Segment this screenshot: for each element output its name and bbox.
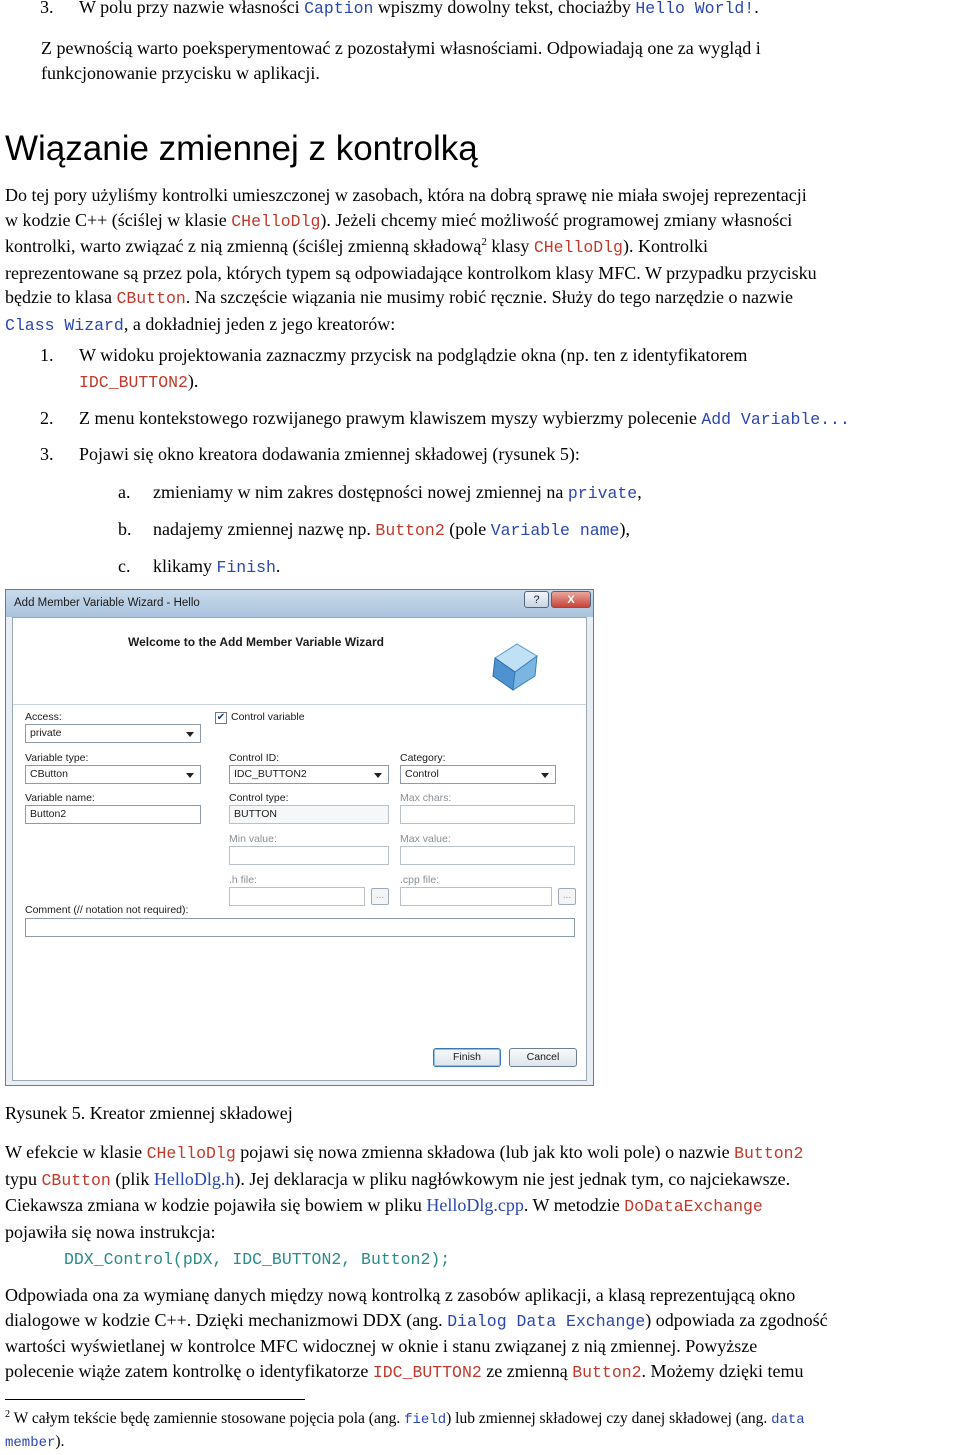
min-value-label: Min value: [229, 833, 277, 845]
window-title: Add Member Variable Wizard - Hello [14, 597, 200, 609]
figure-caption: Rysunek 5. Kreator zmiennej składowej [5, 1103, 293, 1123]
text-line: kontrolki, warto związać z nią zmienną (ściślej zmienną składową$^2$ klasy CHelloDlg). Kontrolki [5, 236, 708, 257]
variable-name-label: Variable name: [25, 792, 95, 804]
list-text: W polu przy nazwie własności Caption wpiszmy dowolny tekst, chociażby Hello World!. [79, 0, 759, 18]
step-text: IDC_BUTTON2). [79, 371, 199, 392]
class-name: CButton [116, 289, 186, 308]
control-type-label: Control type: [229, 792, 289, 804]
substep-text: klikamy Finish. [153, 556, 281, 577]
variable-name: Button2 [572, 1362, 642, 1382]
text-line: funkcjonowanie przycisku w aplikacji. [41, 62, 320, 83]
help-button[interactable]: ? [524, 591, 549, 608]
add-member-variable-wizard [5, 589, 594, 1086]
paragraph-ddx [5, 1283, 955, 1385]
term: data [771, 1412, 805, 1428]
paragraph-binding-intro [5, 183, 955, 338]
comment-input[interactable] [25, 918, 575, 937]
list-number: 3. [40, 0, 54, 17]
control-id: IDC_BUTTON2 [79, 373, 188, 392]
cpp-file-browse-button: ... [558, 888, 576, 905]
step-number: 1. [40, 345, 54, 365]
keyword: private [567, 484, 638, 503]
text-line: typu CButton (plik HelloDlg.h). Jej deklaracja w pliku nagłówkowym nie jest jednak tym, co najciekawsze. [5, 1168, 791, 1190]
property-name: Caption [304, 0, 374, 18]
substep-letter: a. [118, 482, 131, 502]
wizard-banner [13, 618, 586, 705]
footnote-ref[interactable]: 2 [481, 236, 487, 248]
wizard-body [12, 617, 587, 1081]
sample-text: Hello World! [635, 0, 755, 18]
footnote-line: $^2$ W całym tekście będę zamiennie stosowane pojęcia pola (ang. field) lub zmiennej składowej czy danej składowej (ang. data [5, 1408, 805, 1428]
access-label: Access: [25, 711, 62, 723]
file-name: HelloDlg.cpp [426, 1195, 524, 1215]
substep-letter: b. [118, 519, 132, 539]
category-combo[interactable]: Control [400, 765, 556, 784]
footnote [5, 1408, 960, 1454]
text-line: Odpowiada ona za wymianę danych między nową kontrolką z zasobów aplikacji, a klasą reprezentującą okno [5, 1285, 796, 1305]
variable-type-label: Variable type: [25, 752, 89, 764]
text-line: reprezentowane są przez pola, których typem są odpowiadające kontrolkom klasy MFC. W przypadku przycisku [5, 262, 817, 283]
footnote-line: member). [5, 1433, 65, 1451]
category-label: Category: [400, 752, 446, 764]
finish-button[interactable]: Finish [433, 1048, 501, 1067]
class-name: CButton [41, 1170, 111, 1190]
h-file-browse-button: ... [371, 888, 389, 905]
text-line: wartości wyświetlanej w kontrolce MFC widocznej w oknie i stanu związanej z nią zmiennej. Powyższe [5, 1336, 758, 1356]
intro-paragraph [41, 36, 956, 85]
variable-name: Button2 [734, 1144, 804, 1163]
tool-name: Class Wizard [5, 315, 124, 335]
class-name: CHelloDlg [533, 238, 623, 257]
step-3 [40, 442, 950, 467]
access-combo[interactable]: private [25, 724, 201, 743]
control-id: IDC_BUTTON2 [372, 1362, 482, 1382]
substep-letter: c. [118, 556, 131, 576]
cancel-button[interactable]: Cancel [509, 1048, 577, 1067]
step-number: 3. [40, 444, 54, 464]
control-type-field: BUTTON [229, 805, 389, 824]
substep-a [118, 480, 938, 505]
step-text: W widoku projektowania zaznaczmy przycisk na podglądzie okna (np. ten z identyfikatorem [79, 345, 748, 365]
comment-label: Comment (// notation not required): [25, 904, 189, 916]
control-variable-label: Control variable [231, 711, 305, 723]
text-line: polecenie wiąże zatem kontrolkę o identyfikatorze IDC_BUTTON2 ze zmienną Button2. Możemy dzięki temu [5, 1360, 804, 1382]
text-line: dialogowe w kodzie C++. Dzięki mechanizmowi DDX (ang. Dialog Data Exchange) odpowiada za zgodność [5, 1309, 828, 1331]
class-name: CHelloDlg [231, 211, 321, 231]
text-line: będzie to klasa CButton. Na szczęście wiązania nie musimy robić ręcznie. Służy do tego narzędzie o nazwie [5, 287, 794, 308]
text-line: Class Wizard, a dokładniej jeden z jego kreatorów: [5, 313, 396, 335]
term: member [5, 1435, 56, 1451]
variable-name-input[interactable]: Button2 [25, 805, 201, 824]
cpp-file-input [400, 887, 552, 906]
file-name: HelloDlg.h [153, 1168, 235, 1189]
cpp-file-label: .cpp file: [400, 874, 440, 886]
text-line: pojawiła się nowa instrukcja: [5, 1221, 216, 1242]
intro-list-item [40, 0, 950, 20]
field-name: Variable name [490, 521, 620, 540]
text-line: W efekcie w klasie CHelloDlg pojawi się nowa zmienna składowa (lub jak kto woli pole) o nazwie Button2 [5, 1142, 804, 1163]
window-titlebar[interactable] [6, 590, 593, 617]
class-name: CHelloDlg [146, 1144, 236, 1163]
control-variable-checkbox[interactable]: ✔ [216, 712, 226, 723]
max-chars-input [400, 805, 575, 824]
close-button[interactable]: X [551, 591, 591, 608]
text-line: Z pewnością warto poeksperymentować z pozostałymi własnościami. Odpowiadają one za wygląd i [41, 38, 761, 58]
variable-type-combo[interactable]: CButton [25, 765, 201, 784]
paragraph-effect [5, 1140, 955, 1244]
control-id-label: Control ID: [229, 752, 280, 764]
h-file-label: .h file: [229, 874, 258, 886]
max-chars-label: Max chars: [400, 792, 452, 804]
step-text: Pojawi się okno kreatora dodawania zmiennej składowej (rysunek 5): [79, 444, 580, 464]
substep-text: nadajemy zmiennej nazwę np. Button2 (pole Variable name), [153, 519, 630, 540]
command-name: Add Variable... [701, 410, 850, 429]
substep-text: zmieniamy w nim zakres dostępności nowej zmiennej na private, [153, 482, 642, 503]
wizard-cube-icon [487, 636, 543, 692]
substep-c [118, 554, 938, 579]
code-snippet: DDX_Control(pDX, IDC_BUTTON2, Button2); [64, 1250, 451, 1269]
step-text: Z menu kontekstowego rozwijanego prawym klawiszem myszy wybierzmy polecenie Add Variable... [79, 408, 850, 429]
button-name: Finish [216, 558, 276, 577]
min-value-input [229, 846, 389, 865]
step-number: 2. [40, 408, 54, 428]
text-line: Do tej pory użyliśmy kontrolki umieszczonej w zasobach, która na dobrą sprawę nie miała swojej reprezentacji [5, 185, 807, 205]
term: Dialog Data Exchange [447, 1311, 646, 1331]
section-heading: Wiązanie zmiennej z kontrolką [5, 129, 478, 168]
max-value-input [400, 846, 575, 865]
method-name: DoDataExchange [624, 1197, 763, 1216]
step-1 [40, 343, 950, 393]
footnote-number: 2 [5, 1408, 10, 1420]
text-line: Ciekawsza zmiana w kodzie pojawiła się bowiem w pliku HelloDlg.cpp. W metodzie DoDataExchange [5, 1195, 763, 1216]
control-id-combo[interactable]: IDC_BUTTON2 [229, 765, 389, 784]
footnote-separator [5, 1399, 305, 1400]
text-line: w kodzie C++ (ściślej w klasie CHelloDlg). Jeżeli chcemy mieć możliwość programowej zmiany własności [5, 209, 793, 231]
step-2 [40, 406, 950, 431]
substep-b [118, 517, 938, 542]
max-value-label: Max value: [400, 833, 451, 845]
banner-title: Welcome to the Add Member Variable Wizard [128, 635, 384, 649]
h-file-input [229, 887, 365, 906]
variable-name: Button2 [375, 521, 445, 540]
term: field [404, 1412, 447, 1428]
